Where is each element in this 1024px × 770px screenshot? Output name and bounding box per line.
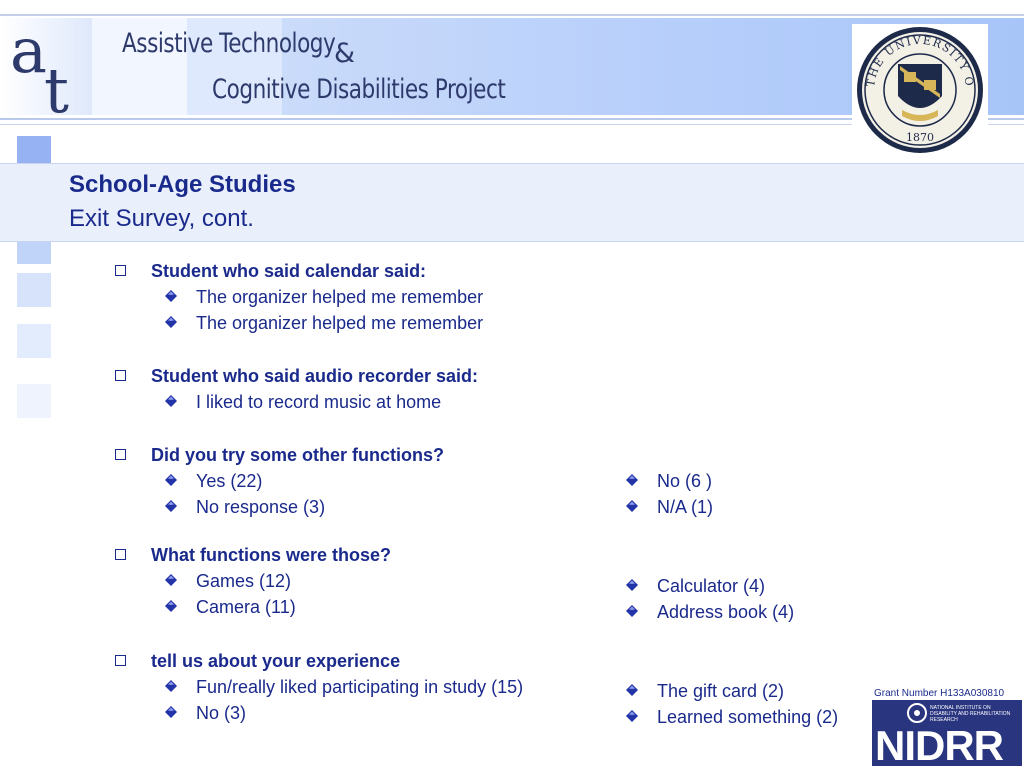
bullet-text: No (6 ): [657, 471, 713, 491]
blue-diamond-icon: [626, 579, 638, 591]
slide-title: School-Age Studies: [69, 171, 296, 198]
at-logo: [8, 14, 92, 114]
header-top-rule: [0, 14, 1024, 16]
logo-letter-a: a: [10, 14, 47, 87]
logo-letter-t: t: [44, 54, 69, 114]
bullet-text: The organizer helped me remember: [196, 287, 484, 307]
project-title-ampersand: &: [334, 38, 356, 69]
seal-icon: [852, 24, 988, 155]
section-heading-text: Student who said audio recorder said:: [151, 366, 479, 386]
project-title-line1: Assistive Technology: [122, 28, 336, 59]
decor-square: [17, 324, 51, 358]
hollow-square-icon: [115, 449, 126, 460]
blue-diamond-icon: [165, 395, 177, 407]
blue-diamond-icon: [626, 474, 638, 486]
section-heading-text: What functions were those?: [151, 545, 392, 565]
bullet-text: I liked to record music at home: [196, 392, 442, 412]
hollow-square-icon: [115, 370, 126, 381]
bullet-text: The organizer helped me remember: [196, 313, 484, 333]
nidrr-emblem-icon: [904, 702, 930, 724]
project-title-line2: Cognitive Disabilities Project: [212, 74, 506, 105]
bullet-text: Fun/really liked participating in study (15): [196, 677, 524, 697]
blue-diamond-icon: [165, 474, 177, 486]
bullet-text: No response (3): [196, 497, 326, 517]
blue-diamond-icon: [626, 710, 638, 722]
hollow-square-icon: [115, 655, 126, 666]
section-heading-text: Student who said calendar said:: [151, 261, 427, 281]
seal-year: 1870: [906, 131, 934, 144]
bullet-text: Camera (11): [196, 597, 296, 617]
blue-diamond-icon: [165, 290, 177, 302]
grant-number: Grant Number H133A030810: [874, 688, 1005, 699]
decor-square: [17, 384, 51, 418]
hollow-square-icon: [115, 549, 126, 560]
section-heading-text: tell us about your experience: [151, 651, 401, 671]
blue-diamond-icon: [626, 605, 638, 617]
bullet-text: N/A (1): [657, 497, 714, 517]
bullet-text: Games (12): [196, 571, 292, 591]
blue-diamond-icon: [626, 500, 638, 512]
bullet-text: Address book (4): [657, 602, 795, 622]
university-seal: [852, 24, 988, 155]
blue-diamond-icon: [165, 574, 177, 586]
blue-diamond-icon: [165, 316, 177, 328]
seal-shield-charge: [924, 80, 936, 90]
nidrr-wordmark: NIDRR: [875, 722, 1003, 769]
nidrr-full-name: NATIONAL INSTITUTE ON DISABILITY AND REHABILITATION RESEARCH: [930, 705, 1011, 723]
seal-shield-charge: [904, 72, 916, 82]
hollow-square-icon: [115, 265, 126, 276]
bullet-text: The gift card (2): [657, 681, 785, 701]
bullet-text: No (3): [196, 703, 247, 723]
slide-subtitle: Exit Survey, cont.: [69, 205, 254, 232]
decor-square: [17, 273, 51, 307]
blue-diamond-icon: [165, 706, 177, 718]
blue-diamond-icon: [165, 600, 177, 612]
bullet-text: Calculator (4): [657, 576, 766, 596]
seal-ring-text: THE UNIVERSITY O: [864, 33, 977, 89]
blue-diamond-icon: [626, 684, 638, 696]
bullet-text: Yes (22): [196, 471, 263, 491]
section-heading-text: Did you try some other functions?: [151, 445, 445, 465]
bullet-text: Learned something (2): [657, 707, 839, 727]
blue-diamond-icon: [165, 500, 177, 512]
blue-diamond-icon: [165, 680, 177, 692]
